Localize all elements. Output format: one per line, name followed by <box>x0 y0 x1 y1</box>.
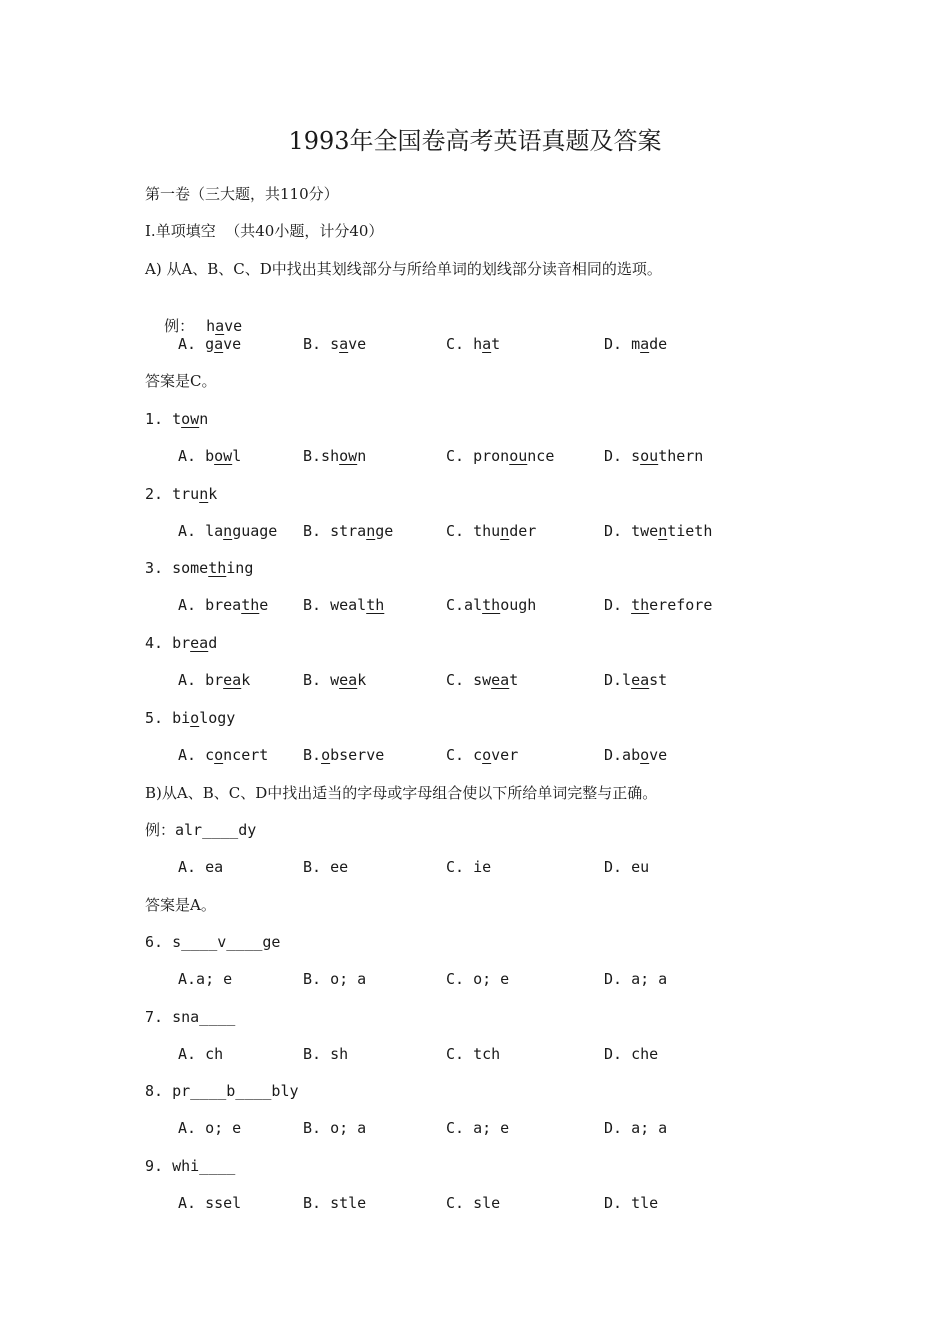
option-d: D. tle <box>604 1194 659 1212</box>
option-a: A. break <box>178 671 251 689</box>
option-b: B. sh <box>303 1045 349 1063</box>
option-c: C. sweat <box>446 671 519 689</box>
question-5: 5. biology <box>145 709 236 727</box>
option-c: C.although <box>446 596 537 614</box>
option-d: D. made <box>604 335 668 353</box>
question-7: 7. sna____ <box>145 1008 236 1026</box>
example-b-answer: 答案是A。 <box>145 896 216 914</box>
option-d: D. a; a <box>604 970 668 988</box>
question-6: 6. s____v____ge <box>145 933 281 951</box>
option-b: B. o; a <box>303 1119 367 1137</box>
question-2: 2. trunk <box>145 485 218 503</box>
option-b: B.observe <box>303 746 385 764</box>
option-c: C. sle <box>446 1194 501 1212</box>
option-a: A. concert <box>178 746 269 764</box>
option-a: A. gave <box>178 335 242 353</box>
question-9: 9. whi____ <box>145 1157 236 1175</box>
option-a: A. language <box>178 522 278 540</box>
option-d: D. eu <box>604 858 650 876</box>
part-heading: 第一卷（三大题，共110分） <box>145 185 339 203</box>
example-label: 例： <box>164 317 195 335</box>
option-a: A. ssel <box>178 1194 242 1212</box>
question-4: 4. bread <box>145 634 218 652</box>
option-b: B. strange <box>303 522 394 540</box>
option-c: C. o; e <box>446 970 510 988</box>
question-8: 8. pr____b____bly <box>145 1082 299 1100</box>
example-b-prompt: 例：alr____dy <box>145 821 257 839</box>
option-c: C. hat <box>446 335 501 353</box>
option-b: B. save <box>303 335 367 353</box>
part-a-instruction: A) 从A、B、C、D中找出其划线部分与所给单词的划线部分读音相同的选项。 <box>145 260 662 278</box>
option-d: D. twentieth <box>604 522 713 540</box>
option-c: C. a; e <box>446 1119 510 1137</box>
option-b: B. wealth <box>303 596 385 614</box>
option-b: B. o; a <box>303 970 367 988</box>
option-b: B. ee <box>303 858 349 876</box>
option-c: C. ie <box>446 858 492 876</box>
option-c: C. cover <box>446 746 519 764</box>
option-b: B.shown <box>303 447 367 465</box>
example-a-answer: 答案是C。 <box>145 372 217 390</box>
option-d: D. che <box>604 1045 659 1063</box>
question-3: 3. something <box>145 559 254 577</box>
page-title: 1993年全国卷高考英语真题及答案 <box>288 127 662 155</box>
option-d: D. southern <box>604 447 704 465</box>
example-word: have <box>206 317 243 335</box>
option-c: C. pronounce <box>446 447 555 465</box>
option-d: D.least <box>604 671 668 689</box>
option-b: B. stle <box>303 1194 367 1212</box>
option-a: A.a; e <box>178 970 233 988</box>
option-b: B. weak <box>303 671 367 689</box>
option-a: A. bowl <box>178 447 242 465</box>
option-d: D. a; a <box>604 1119 668 1137</box>
option-c: C. thunder <box>446 522 537 540</box>
option-d: D.above <box>604 746 668 764</box>
option-a: A. o; e <box>178 1119 242 1137</box>
option-a: A. breathe <box>178 596 269 614</box>
option-a: A. ch <box>178 1045 224 1063</box>
section-heading: Ⅰ.单项填空 （共40小题，计分40） <box>145 222 384 240</box>
part-b-instruction: B)从A、B、C、D中找出适当的字母或字母组合使以下所给单词完整与正确。 <box>145 784 658 802</box>
question-1: 1. town <box>145 410 209 428</box>
option-d: D. therefore <box>604 596 713 614</box>
option-c: C. tch <box>446 1045 501 1063</box>
option-a: A. ea <box>178 858 224 876</box>
